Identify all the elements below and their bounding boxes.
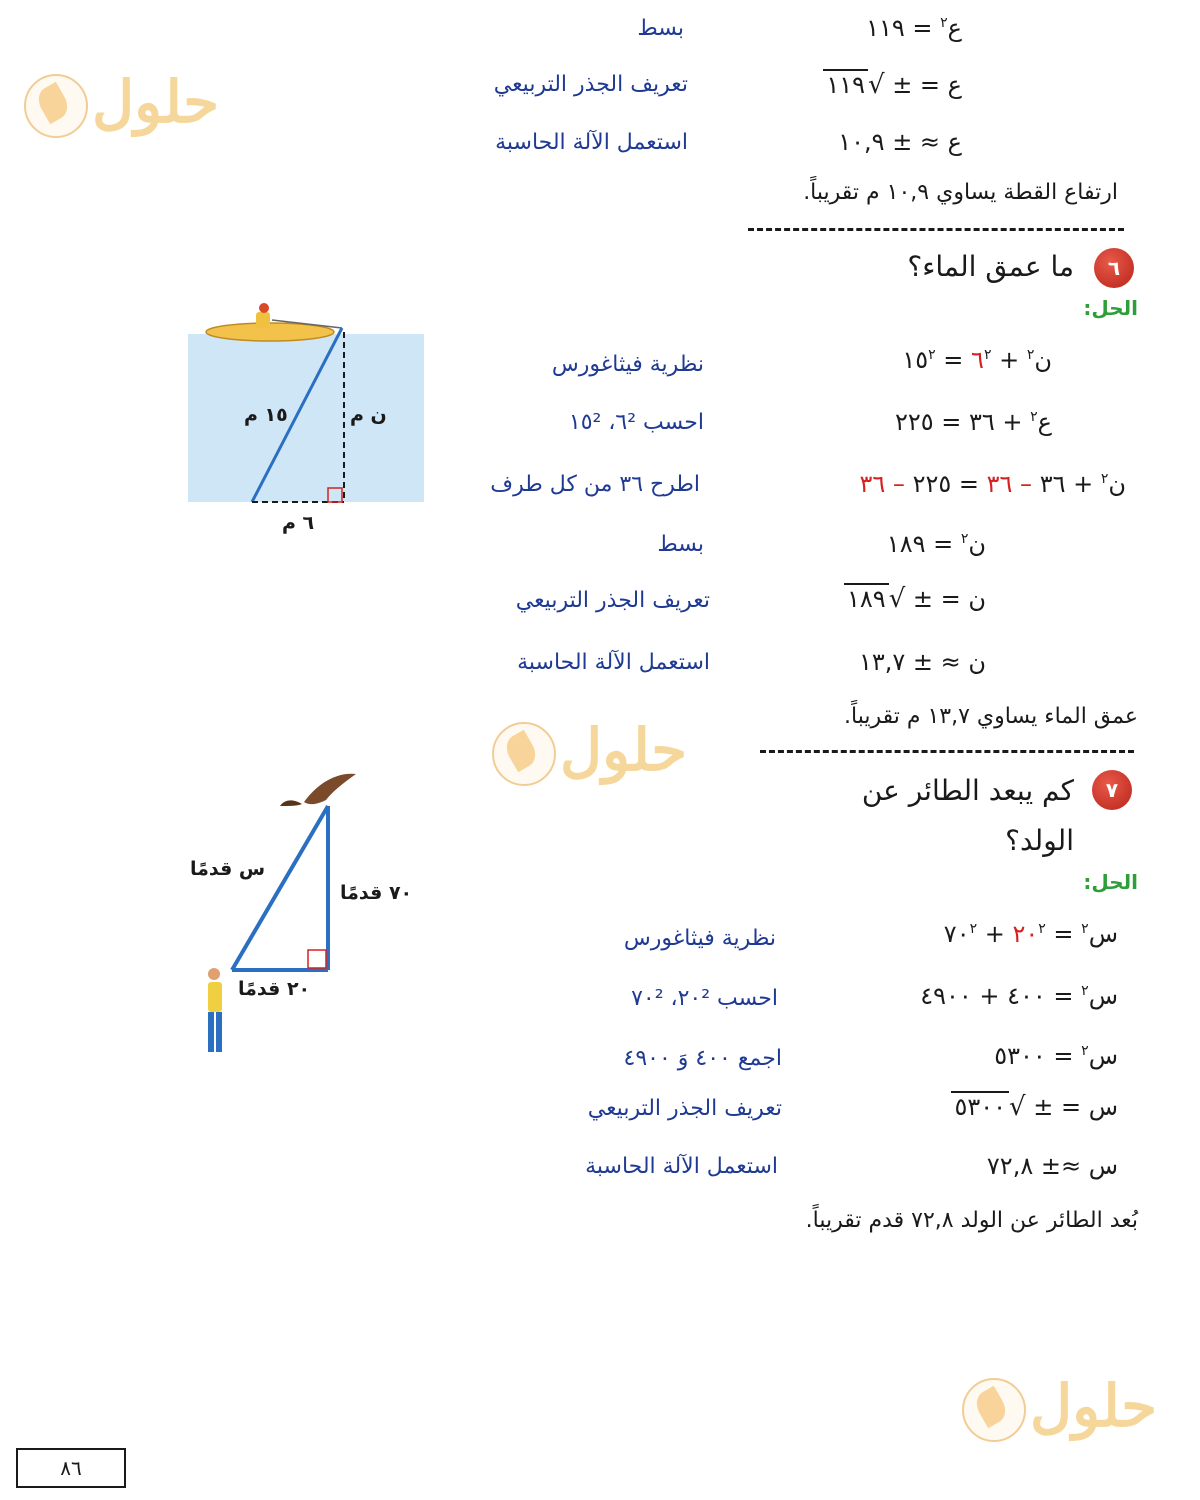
equation-row: ع = ± √١١٩: [823, 70, 962, 100]
equation-row: ن$^٢$ + ٣٦ – ٣٦ = ٢٢٥ – ٣٦: [859, 470, 1126, 498]
reason-text: تعريف الجذر التربيعي: [587, 1096, 782, 1121]
reason-text: تعريف الجذر التربيعي: [493, 72, 688, 97]
water-depth-diagram: [180, 296, 440, 546]
boat-icon: [206, 323, 334, 341]
equation-row: س$^٢$ = ٤٠٠ + ٤٩٠٠: [920, 982, 1118, 1010]
reason-text: احسب ٢٠²، ٧٠²: [631, 986, 778, 1011]
conclusion-text: بُعد الطائر عن الولد ٧٢,٨ قدم تقريباً.: [805, 1208, 1138, 1233]
equation-row: ن = ± √١٨٩: [844, 584, 986, 614]
page-number: ٨٦: [16, 1448, 126, 1488]
base-label: ٦ م: [282, 512, 315, 534]
equation-row: ن$^٢$ + $٦^٢$ = $١٥^٢$: [902, 346, 1052, 374]
equation-row: س = ± √٥٣٠٠: [951, 1092, 1118, 1122]
reason-text: استعمل الآلة الحاسبة: [517, 650, 710, 675]
equation-row: س$^٢$ = ٥٣٠٠: [994, 1042, 1118, 1070]
bird-distance-diagram: [180, 760, 440, 1070]
reason-text: بسط: [637, 16, 684, 41]
reason-text: بسط: [657, 532, 704, 557]
watermark-text: حلول: [92, 68, 220, 136]
hypotenuse-label: س قدمًا: [190, 858, 266, 880]
base-label: ٢٠ قدمًا: [238, 978, 311, 1000]
hypotenuse-label: ١٥ م: [244, 404, 288, 426]
reason-text: نظرية فيثاغورس: [623, 926, 776, 951]
watermark-logo: [24, 68, 224, 148]
reason-text: تعريف الجذر التربيعي: [515, 588, 710, 613]
equation-row: ن ≈ ± ١٣,٧: [858, 648, 986, 676]
equation-row: ع$^٢$ + ٣٦ = ٢٢٥: [894, 408, 1052, 436]
dashed-divider: [748, 228, 1124, 231]
fisherman-icon: [256, 312, 270, 328]
solution-label: الحل:: [1083, 296, 1138, 320]
equation-row: س ≈± ٧٢,٨: [986, 1152, 1118, 1180]
equation-row: ن$^٢$ = ١٨٩: [886, 530, 986, 558]
reason-text: اجمع ٤٠٠ وَ ٤٩٠٠: [623, 1046, 782, 1071]
watermark-logo: [492, 716, 692, 796]
right-angle-mark: [308, 950, 326, 968]
reason-text: نظرية فيثاغورس: [551, 352, 704, 377]
reason-text: استعمل الآلة الحاسبة: [495, 130, 688, 155]
dashed-divider: [760, 750, 1134, 753]
equation-row: ع$^٢$ = ١١٩: [866, 14, 962, 42]
equation-row: ع ≈ ± ١٠,٩: [838, 128, 962, 156]
watermark-text: حلول: [560, 716, 688, 784]
reason-text: استعمل الآلة الحاسبة: [585, 1154, 778, 1179]
equation-row: س$^٢$ = $٢٠^٢$ + $٧٠^٢$: [943, 920, 1118, 948]
depth-label: ن م: [350, 404, 387, 426]
watermark-text: حلول: [1030, 1372, 1158, 1440]
conclusion-text: عمق الماء يساوي ١٣,٧ م تقريباً.: [844, 704, 1138, 729]
boy-icon: [208, 968, 220, 980]
reason-text: احسب ٦²، ١٥²: [568, 410, 704, 435]
conclusion-text: ارتفاع القطة يساوي ١٠,٩ م تقريباً.: [803, 180, 1118, 205]
water-area: [188, 334, 424, 502]
question-text: الولد؟: [1005, 824, 1074, 857]
reason-text: اطرح ٣٦ من كل طرف: [490, 472, 700, 497]
solution-label: الحل:: [1083, 870, 1138, 894]
question-text: ما عمق الماء؟: [907, 250, 1074, 283]
problem-number-badge: ٦: [1094, 248, 1134, 288]
watermark-logo: [962, 1372, 1162, 1452]
bird-icon: [304, 774, 356, 804]
question-text: كم يبعد الطائر عن: [861, 774, 1074, 807]
hypotenuse-side: [232, 806, 328, 970]
problem-number-badge: ٧: [1092, 770, 1132, 810]
vertical-label: ٧٠ قدمًا: [340, 882, 413, 904]
